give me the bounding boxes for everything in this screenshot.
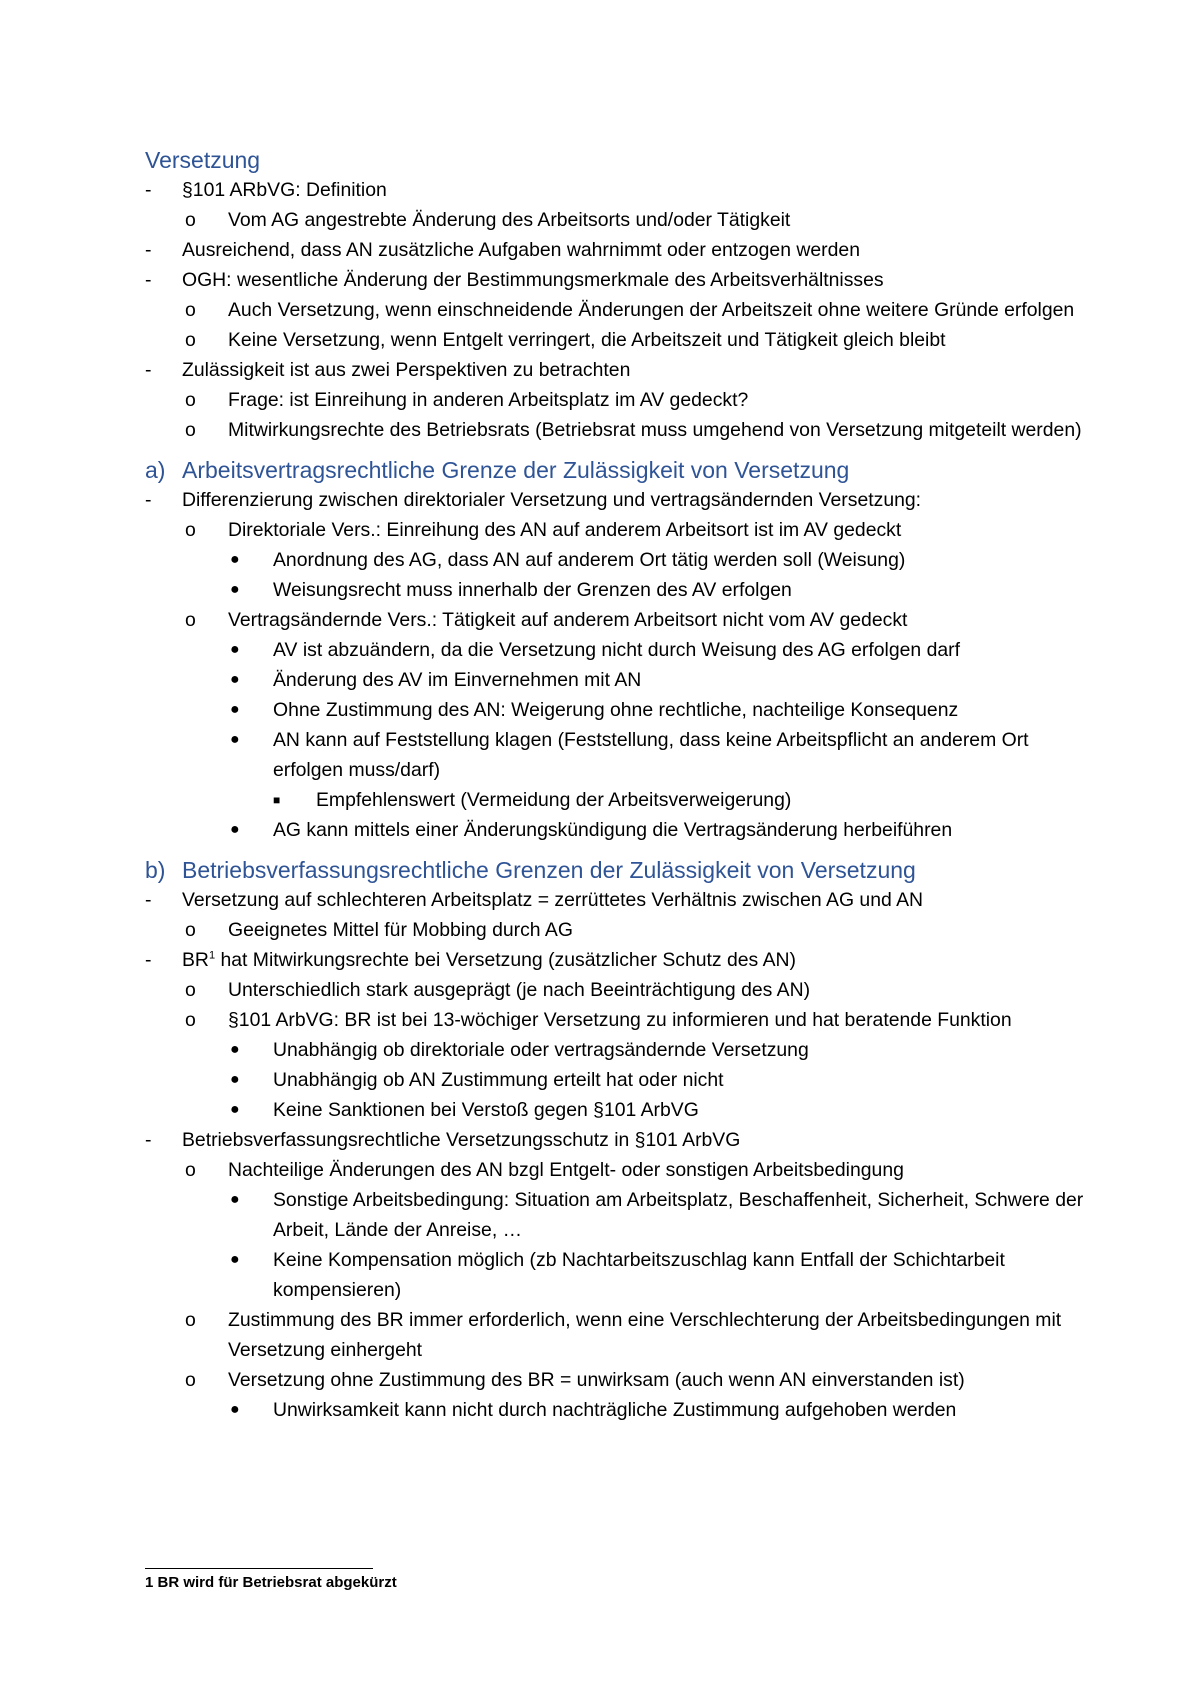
list-marker: o (185, 519, 196, 541)
list-item (145, 175, 1085, 205)
list-item-text: Direktoriale Vers.: Einreihung des AN auf anderem Arbeitsort ist im AV gedeckt (228, 519, 902, 541)
list-marker: ● (230, 731, 240, 748)
list-marker: - (145, 179, 152, 201)
page-title: Versetzung (145, 147, 261, 173)
list-item (145, 1035, 1085, 1065)
list-item-text: Vertragsändernde Vers.: Tätigkeit auf anderem Arbeitsort nicht vom AV gedeckt (228, 609, 908, 631)
list-marker: o (185, 1309, 196, 1331)
list-marker: - (145, 269, 152, 291)
list-marker: ● (230, 1401, 240, 1418)
list-item-text: Unabhängig ob AN Zustimmung erteilt hat oder nicht (273, 1069, 724, 1091)
list-item (145, 1395, 1085, 1425)
list-item-text: Mitwirkungsrechte des Betriebsrats (Betriebsrat muss umgehend von Versetzung mitgeteilt werden) (228, 419, 1082, 441)
list-item (145, 545, 1085, 575)
list-marker: - (145, 889, 152, 911)
list-item-text: Sonstige Arbeitsbedingung: Situation am Arbeitsplatz, Beschaffenheit, Sicherheit, Schwere der Arbeit, Lände der Anreise, … (273, 1189, 1084, 1241)
list-marker: ● (230, 1101, 240, 1118)
list-item-text: Geeignetes Mittel für Mobbing durch AG (228, 919, 573, 941)
list-item (145, 665, 1085, 695)
footnote-reference: 1 (208, 949, 216, 962)
list-item (145, 265, 1085, 295)
footnote: 1 BR wird für Betriebsrat abgekürzt (145, 1574, 397, 1591)
document-content (145, 145, 1085, 1425)
list-item-text (182, 945, 1085, 975)
list-marker: - (145, 489, 152, 511)
list-item (145, 515, 1085, 545)
list-item (145, 415, 1085, 445)
list-marker: o (185, 329, 196, 351)
section-b-title: Betriebsverfassungsrechtliche Grenzen der Zulässigkeit von Versetzung (182, 857, 916, 883)
list-item-text: Auch Versetzung, wenn einschneidende Änderungen der Arbeitszeit ohne weitere Gründe erfolgen (228, 299, 1075, 321)
list-item (145, 575, 1085, 605)
list-item-text: Frage: ist Einreihung in anderen Arbeitsplatz im AV gedeckt? (228, 389, 749, 411)
list-item-text: Änderung des AV im Einvernehmen mit AN (273, 669, 642, 691)
list-marker: ● (230, 581, 240, 598)
list-marker: - (145, 949, 152, 971)
list-item-text: Unabhängig ob direktoriale oder vertragsändernde Versetzung (273, 1039, 809, 1061)
list-item-text: Differenzierung zwischen direktorialer Versetzung und vertragsändernden Versetzung: (182, 489, 922, 511)
list-item-text: AV ist abzuändern, da die Versetzung nicht durch Weisung des AG erfolgen darf (273, 639, 960, 661)
list-item-text: Vom AG angestrebte Änderung des Arbeitsorts und/oder Tätigkeit (228, 209, 791, 231)
list-item (145, 885, 1085, 915)
list-marker: o (185, 609, 196, 631)
list-item-text: Betriebsverfassungsrechtliche Versetzungsschutz in §101 ArbVG (182, 1129, 741, 1151)
list-marker: ● (230, 641, 240, 658)
list-item (145, 815, 1085, 845)
list-marker: ● (230, 1071, 240, 1088)
list-item-text: AN kann auf Feststellung klagen (Feststellung, dass keine Arbeitspflicht an anderem Ort erfolgen muss/darf) (273, 729, 1029, 781)
list-marker: o (185, 1009, 196, 1031)
list-item (145, 385, 1085, 415)
section-a-heading (145, 455, 1085, 485)
list-item-text: Unterschiedlich stark ausgeprägt (je nach Beeinträchtigung des AN) (228, 979, 811, 1001)
list-item (145, 1125, 1085, 1155)
list-item-text: Keine Versetzung, wenn Entgelt verringert, die Arbeitszeit und Tätigkeit gleich bleibt (228, 329, 946, 351)
list-item-text: AG kann mittels einer Änderungskündigung die Vertragsänderung herbeiführen (273, 819, 953, 841)
list-marker: - (145, 239, 152, 261)
list-marker: ● (230, 1041, 240, 1058)
list-item-text: Keine Kompensation möglich (zb Nachtarbeitszuschlag kann Entfall der Schichtarbeit kompensieren) (273, 1249, 1005, 1301)
list-marker: - (145, 359, 152, 381)
list-item (145, 1005, 1085, 1035)
section-a-letter: a) (145, 457, 166, 483)
list-item (145, 1245, 1085, 1305)
list-item (145, 205, 1085, 235)
list-item (145, 725, 1085, 785)
list-item-text: Unwirksamkeit kann nicht durch nachträgliche Zustimmung aufgehoben werden (273, 1399, 957, 1421)
list-item (145, 915, 1085, 945)
list-item (145, 235, 1085, 265)
list-item-text: §101 ARbVG: Definition (182, 179, 387, 201)
list-item-text: Ausreichend, dass AN zusätzliche Aufgaben wahrnimmt oder entzogen werden (182, 239, 860, 261)
list-item (145, 1065, 1085, 1095)
list-marker: o (185, 1369, 196, 1391)
list-item-text: Empfehlenswert (Vermeidung der Arbeitsverweigerung) (316, 789, 792, 811)
list-item-text-part: BR (182, 949, 209, 971)
list-marker: o (185, 389, 196, 411)
list-item (145, 1095, 1085, 1125)
list-item (145, 975, 1085, 1005)
section-a-title: Arbeitsvertragsrechtliche Grenze der Zulässigkeit von Versetzung (182, 457, 850, 483)
list-item-text: Zustimmung des BR immer erforderlich, wenn eine Verschlechterung der Arbeitsbedingungen mit Versetzung einhergeht (228, 1309, 1062, 1361)
list-marker: o (185, 299, 196, 321)
list-item (145, 635, 1085, 665)
list-item (145, 945, 1085, 975)
list-marker: ● (230, 1251, 240, 1268)
list-item-text: Versetzung ohne Zustimmung des BR = unwirksam (auch wenn AN einverstanden ist) (228, 1369, 965, 1391)
list-item (145, 605, 1085, 635)
list-marker: ● (230, 821, 240, 838)
list-item-text: Versetzung auf schlechteren Arbeitsplatz = zerrüttetes Verhältnis zwischen AG und AN (182, 889, 924, 911)
list-item-text: Ohne Zustimmung des AN: Weigerung ohne rechtliche, nachteilige Konsequenz (273, 699, 959, 721)
section-b-list (145, 885, 1085, 1425)
footnote-separator (145, 1568, 373, 1569)
list-item (145, 325, 1085, 355)
list-item (145, 485, 1085, 515)
list-item-text: Weisungsrecht muss innerhalb der Grenzen des AV erfolgen (273, 579, 792, 601)
section-b-heading (145, 855, 1085, 885)
list-marker: ● (230, 671, 240, 688)
list-marker: - (145, 1129, 152, 1151)
list-item-text: Keine Sanktionen bei Verstoß gegen §101 ArbVG (273, 1099, 699, 1121)
list-marker: o (185, 1159, 196, 1181)
list-item-text: Anordnung des AG, dass AN auf anderem Ort tätig werden soll (Weisung) (273, 549, 906, 571)
list-item (145, 1305, 1085, 1365)
list-marker: ■ (273, 793, 281, 807)
list-item-text: OGH: wesentliche Änderung der Bestimmungsmerkmale des Arbeitsverhältnisses (182, 269, 884, 291)
list-item (145, 785, 1085, 815)
list-item (145, 295, 1085, 325)
list-item (145, 1365, 1085, 1395)
list-item-text: Nachteilige Änderungen des AN bzgl Entgelt- oder sonstigen Arbeitsbedingung (228, 1159, 904, 1181)
list-item-text-part: hat Mitwirkungsrechte bei Versetzung (zusätzlicher Schutz des AN) (215, 949, 796, 971)
list-item-text: §101 ArbVG: BR ist bei 13-wöchiger Versetzung zu informieren und hat beratende Funktion (228, 1009, 1012, 1031)
list-item (145, 355, 1085, 385)
list-marker: ● (230, 1191, 240, 1208)
list-marker: o (185, 209, 196, 231)
list-marker: ● (230, 551, 240, 568)
section-a-list (145, 485, 1085, 845)
list-item (145, 1185, 1085, 1245)
intro-list (145, 175, 1085, 445)
list-marker: o (185, 979, 196, 1001)
list-marker: o (185, 419, 196, 441)
list-marker: o (185, 919, 196, 941)
section-b-letter: b) (145, 857, 166, 883)
list-item (145, 1155, 1085, 1185)
list-item-text: Zulässigkeit ist aus zwei Perspektiven zu betrachten (182, 359, 631, 381)
list-marker: ● (230, 701, 240, 718)
list-item (145, 695, 1085, 725)
